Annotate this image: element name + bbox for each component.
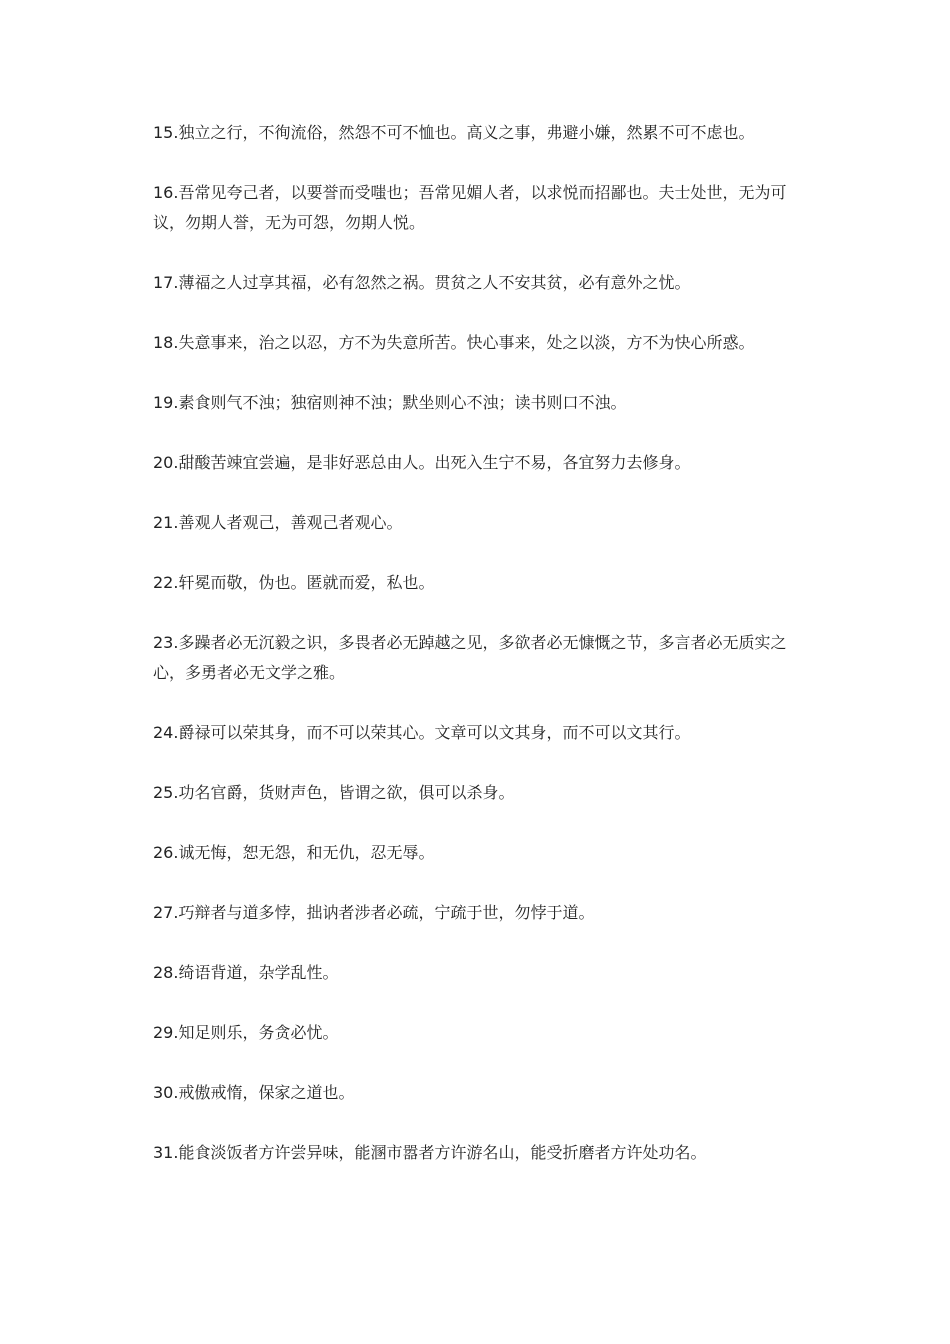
paragraph-15: 15.独立之行，不徇流俗，然怨不可不恤也。高义之事，弗避小嫌，然累不可不虑也。 [153,123,755,142]
paragraph-29: 29.知足则乐，务贪必忧。 [153,1023,339,1042]
paragraph-17: 17.薄福之人过享其福，必有忽然之祸。贯贫之人不安其贫，必有意外之忧。 [153,273,691,292]
paragraph-25: 25.功名官爵，货财声色，皆谓之欲，俱可以杀身。 [153,783,515,802]
paragraph-16: 16.吾常见夸己者，以要誉而受嗤也；吾常见媚人者，以求悦而招鄙也。夫士处世，无为可议，勿期人誉，无为可怨，勿期人悦。 [153,183,787,232]
paragraph-24: 24.爵禄可以荣其身，而不可以荣其心。文章可以文其身，而不可以文其行。 [153,723,691,742]
paragraph-30: 30.戒傲戒惰，保家之道也。 [153,1083,355,1102]
paragraph-26: 26.诚无悔，恕无怨，和无仇，忍无辱。 [153,843,435,862]
paragraph-22: 22.轩冕而敬，伪也。匿就而爱，私也。 [153,573,435,592]
paragraph-21: 21.善观人者观己，善观己者观心。 [153,513,403,532]
paragraph-20: 20.甜酸苦竦宜尝遍，是非好恶总由人。出死入生宁不易，各宜努力去修身。 [153,453,691,472]
paragraph-23: 23.多躁者必无沉毅之识，多畏者必无踔越之见，多欲者必无慷慨之节，多言者必无质实之心，多勇者必无文学之雅。 [153,633,787,682]
paragraph-28: 28.绮语背道，杂学乱性。 [153,963,339,982]
paragraph-31: 31.能食淡饭者方许尝异味，能溷市嚣者方许游名山，能受折磨者方许处功名。 [153,1143,707,1162]
paragraph-19: 19.素食则气不浊；独宿则神不浊；默坐则心不浊；读书则口不浊。 [153,393,627,412]
paragraph-18: 18.失意事来，治之以忍，方不为失意所苦。快心事来，处之以淡，方不为快心所惑。 [153,333,755,352]
paragraph-27: 27.巧辩者与道多悖，拙讷者涉者必疏，宁疏于世，勿悖于道。 [153,903,595,922]
